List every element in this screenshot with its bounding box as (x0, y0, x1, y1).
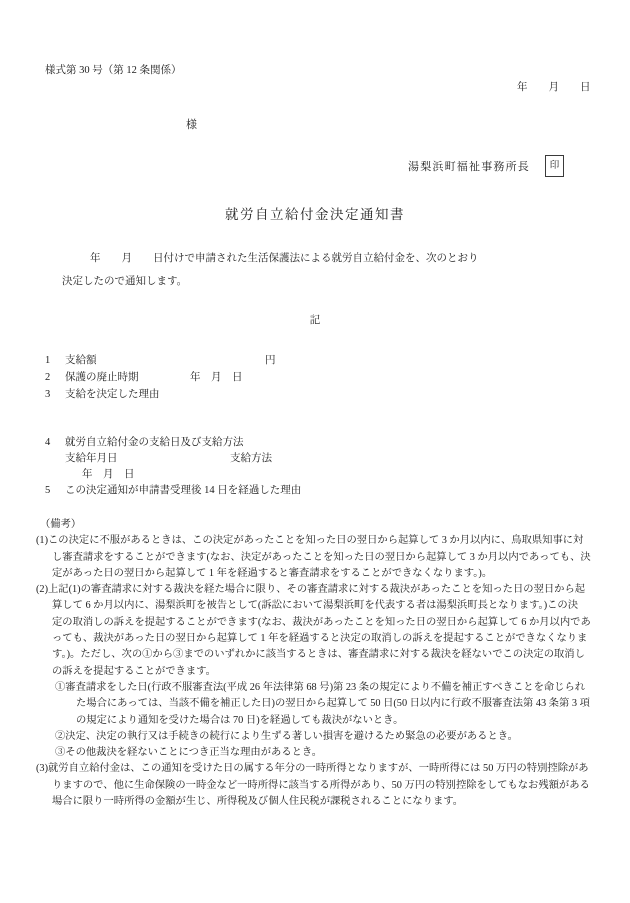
document-title: 就労自立給付金決定通知書 (225, 207, 405, 222)
remark-line: 算して 6 か月以内に、湯梨浜町を被告として(訴訟において湯梨浜町を代表する者は湯梨浜町長となります。)この決 (52, 600, 579, 612)
item-label: 支給額 (65, 355, 97, 366)
item-row-4-date (0, 468, 630, 482)
item-row-2 (0, 371, 630, 385)
item-number: 4 (45, 437, 51, 448)
seal-box: 印 (545, 155, 564, 177)
payment-method-label: 支給方法 (230, 453, 272, 464)
remark-line: の訴えを提起することができます。 (52, 665, 216, 677)
remark-line: し審査請求をすることができます(なお、決定があったことを知った日の翌日から起算して 3 か月以内であっても、決 (52, 551, 591, 563)
remark-line: ③その他裁決を経ないことにつき正当な理由があるとき。 (55, 747, 323, 759)
form-number: 様式第 30 号（第 12 条関係） (45, 65, 182, 76)
item-row-4-sub (0, 452, 630, 466)
issue-date-line: 年 月 日 (517, 82, 591, 93)
item-row-1 (0, 354, 630, 368)
item-label: 支給を決定した理由 (65, 389, 160, 400)
remark-line: りますので、他に生命保険の一時金など一時所得に該当する所得があり、50 万円の特別控除をしてもなお残額がある (52, 779, 590, 791)
item-label: 保護の廃止時期 (65, 372, 139, 383)
item-number: 5 (45, 485, 51, 496)
remark-line: (3)就労自立給付金は、この通知を受けた日の属する年分の一時所得となりますが、一時所得には 50 万円の特別控除があ (36, 763, 589, 775)
item-row-5 (0, 484, 630, 498)
item-number: 3 (45, 389, 51, 400)
item-date-blank: 年 月 日 (82, 469, 135, 480)
item-unit: 円 (265, 355, 276, 366)
remark-line: っても、裁決があった日の翌日から起算して 1 年を経過すると決定の取消しの訴えを提起することができなくなりま (52, 633, 588, 645)
issuer-title: 湯梨浜町福祉事務所長 (408, 161, 530, 173)
remark-line: ①審査請求をした日(行政不服審査法(平成 26 年法律第 68 号)第 23 条の規定により不備を補正すべきことを命じられ (55, 681, 586, 693)
item-row-3 (0, 388, 630, 402)
remark-line: (2)上記(1)の審査請求に対する裁決を経た場合に限り、その審査請求に対する裁決があったことを知った日の翌日から起 (36, 584, 586, 596)
intro-line-2: 決定したので通知します。 (62, 276, 188, 287)
addressee-suffix: 様 (186, 119, 197, 131)
item-label: 就労自立給付金の支給日及び支給方法 (65, 437, 244, 448)
remarks-section (36, 517, 606, 810)
remark-line: (1)この決定に不服があるときは、この決定があったことを知った日の翌日から起算して 3 か月以内に、鳥取県知事に対 (36, 535, 584, 547)
item-row-4 (0, 436, 630, 450)
remarks-heading: （備考） (40, 519, 82, 530)
remark-line: 場合に限り一時所得の金額が生じ、所得税及び個人住民税が課税されることになります。 (52, 796, 464, 808)
remark-line: の規定により通知を受けた場合は 70 日)を経過しても裁決がないとき。 (76, 714, 404, 726)
remark-line: す。)。ただし、次の①から③までのいずれかに該当するときは、審査請求に対する裁決を経ないでこの決定の取消し (52, 649, 585, 661)
item-date-blank: 年 月 日 (190, 372, 243, 383)
remark-line: ②決定、決定の執行又は手続きの続行により生ずる著しい損害を避けるため緊急の必要があるとき。 (55, 730, 518, 742)
item-label: この決定通知が申請書受理後 14 日を経過した理由 (65, 485, 302, 496)
item-number: 2 (45, 372, 51, 383)
remark-line: 定があった日の翌日から起算して 1 年を経過すると審査請求をすることができなくなります。)。 (52, 567, 493, 579)
payment-date-label: 支給年月日 (65, 453, 118, 464)
remark-line: た場合にあっては、当該不備を補正した日)の翌日から起算して 50 日(50 日以内に行政不服審査法第 43 条第 3 項 (76, 698, 590, 710)
remark-line: 定の取消しの訴えを提起することができます(なお、裁決があったことを知った日の翌日から起算して 6 か月以内であ (52, 616, 591, 628)
intro-line-1: 年 月 日付けで申請された生活保護法による就労自立給付金を、次のとおり (90, 253, 479, 264)
record-marker: 記 (309, 315, 321, 326)
item-number: 1 (45, 355, 51, 366)
